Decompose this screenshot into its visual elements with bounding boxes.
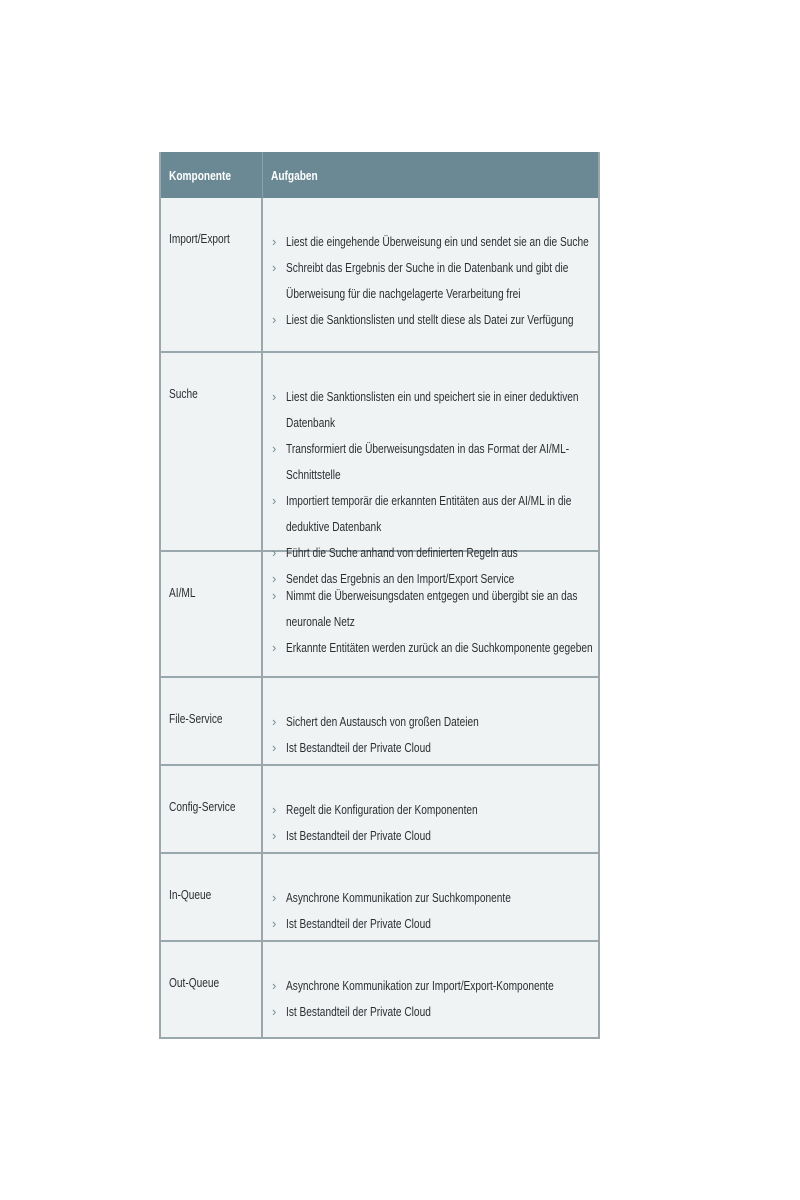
task-text: Liest die Sanktionslisten und stellt diese als Datei zur Verfügung (286, 312, 574, 327)
task-text: Regelt die Konfiguration der Komponenten (286, 802, 478, 817)
list-item (272, 885, 706, 911)
task-text: Liest die Sanktionslisten ein und speichert sie in einer deduktiven Datenbank (286, 389, 579, 430)
task-text: Ist Bestandteil der Private Cloud (286, 740, 431, 755)
chevron-right-icon: › (272, 890, 277, 905)
chevron-right-icon: › (272, 260, 277, 275)
components-table (159, 152, 600, 1039)
chevron-right-icon: › (272, 916, 277, 931)
tasks-cell (263, 353, 706, 586)
component-cell (161, 353, 263, 550)
chevron-right-icon: › (272, 978, 277, 993)
list-item (272, 229, 706, 255)
table-row (161, 852, 598, 940)
tasks-cell (263, 942, 706, 1037)
chevron-right-icon: › (272, 1004, 277, 1019)
list-item (272, 709, 706, 735)
chevron-right-icon: › (272, 740, 277, 755)
task-list (272, 384, 706, 592)
list-item (272, 797, 706, 823)
component-name: Out-Queue (169, 975, 220, 990)
component-name: AI/ML (169, 585, 196, 600)
table-header (161, 152, 598, 198)
list-item (272, 911, 706, 937)
component-cell (161, 854, 263, 940)
header-component-label: Komponente (169, 167, 231, 183)
component-cell (161, 552, 263, 676)
task-list (272, 797, 706, 849)
chevron-right-icon: › (272, 545, 277, 560)
task-list (272, 973, 706, 1025)
list-item (272, 973, 706, 999)
component-name: Config-Service (169, 799, 236, 814)
tasks-cell (263, 678, 706, 764)
chevron-right-icon: › (272, 571, 277, 586)
component-cell (161, 942, 263, 1037)
chevron-right-icon: › (272, 714, 277, 729)
chevron-right-icon: › (272, 493, 277, 508)
list-item (272, 635, 706, 661)
component-name: Import/Export (169, 231, 230, 246)
table-row (161, 198, 598, 351)
chevron-right-icon: › (272, 828, 277, 843)
tasks-cell (263, 198, 706, 351)
task-text: Liest die eingehende Überweisung ein und sendet sie an die Suche (286, 234, 589, 249)
component-name: In-Queue (169, 887, 212, 902)
header-tasks-cell (263, 152, 598, 198)
component-cell (161, 198, 263, 351)
task-text: Nimmt die Überweisungsdaten entgegen und übergibt sie an das neuronale Netz (286, 588, 578, 629)
chevron-right-icon: › (272, 441, 277, 456)
tasks-cell (263, 766, 706, 852)
task-text: Sendet das Ergebnis an den Import/Export Service (286, 571, 515, 586)
task-list (272, 583, 706, 661)
chevron-right-icon: › (272, 312, 277, 327)
list-item (272, 255, 706, 307)
list-item (272, 436, 706, 488)
task-list (272, 709, 706, 761)
task-text: Sichert den Austausch von großen Dateien (286, 714, 479, 729)
list-item (272, 307, 706, 333)
component-name: File-Service (169, 711, 223, 726)
task-text: Führt die Suche anhand von definierten Regeln aus (286, 545, 518, 560)
task-text: Ist Bestandteil der Private Cloud (286, 828, 431, 843)
chevron-right-icon: › (272, 640, 277, 655)
table-row (161, 764, 598, 852)
list-item (272, 735, 706, 761)
list-item (272, 583, 706, 635)
task-text: Asynchrone Kommunikation zur Suchkomponente (286, 890, 511, 905)
task-text: Ist Bestandteil der Private Cloud (286, 1004, 431, 1019)
table-row (161, 940, 598, 1037)
task-list (272, 885, 706, 937)
component-cell (161, 766, 263, 852)
chevron-right-icon: › (272, 802, 277, 817)
chevron-right-icon: › (272, 234, 277, 249)
list-item (272, 823, 706, 849)
task-text: Asynchrone Kommunikation zur Import/Export-Komponente (286, 978, 554, 993)
task-text: Schreibt das Ergebnis der Suche in die Datenbank und gibt die Überweisung für die nachgelagerte Verarbeitung frei (286, 260, 569, 301)
task-text: Transformiert die Überweisungsdaten in das Format der AI/ML-Schnittstelle (286, 441, 570, 482)
table-row (161, 351, 598, 586)
task-list (272, 229, 706, 333)
list-item (272, 540, 706, 566)
table-body (161, 198, 598, 1037)
list-item (272, 488, 706, 540)
component-name: Suche (169, 386, 198, 401)
list-item (272, 999, 706, 1025)
task-text: Erkannte Entitäten werden zurück an die Suchkomponente gegeben (286, 640, 593, 655)
component-cell (161, 678, 263, 764)
header-tasks-label: Aufgaben (271, 167, 318, 183)
tasks-cell (263, 854, 706, 940)
header-component-cell (161, 152, 263, 198)
chevron-right-icon: › (272, 588, 277, 603)
chevron-right-icon: › (272, 389, 277, 404)
table-row (161, 676, 598, 764)
task-text: Ist Bestandteil der Private Cloud (286, 916, 431, 931)
list-item (272, 384, 706, 436)
task-text: Importiert temporär die erkannten Entitäten aus der AI/ML in die deduktive Datenbank (286, 493, 572, 534)
